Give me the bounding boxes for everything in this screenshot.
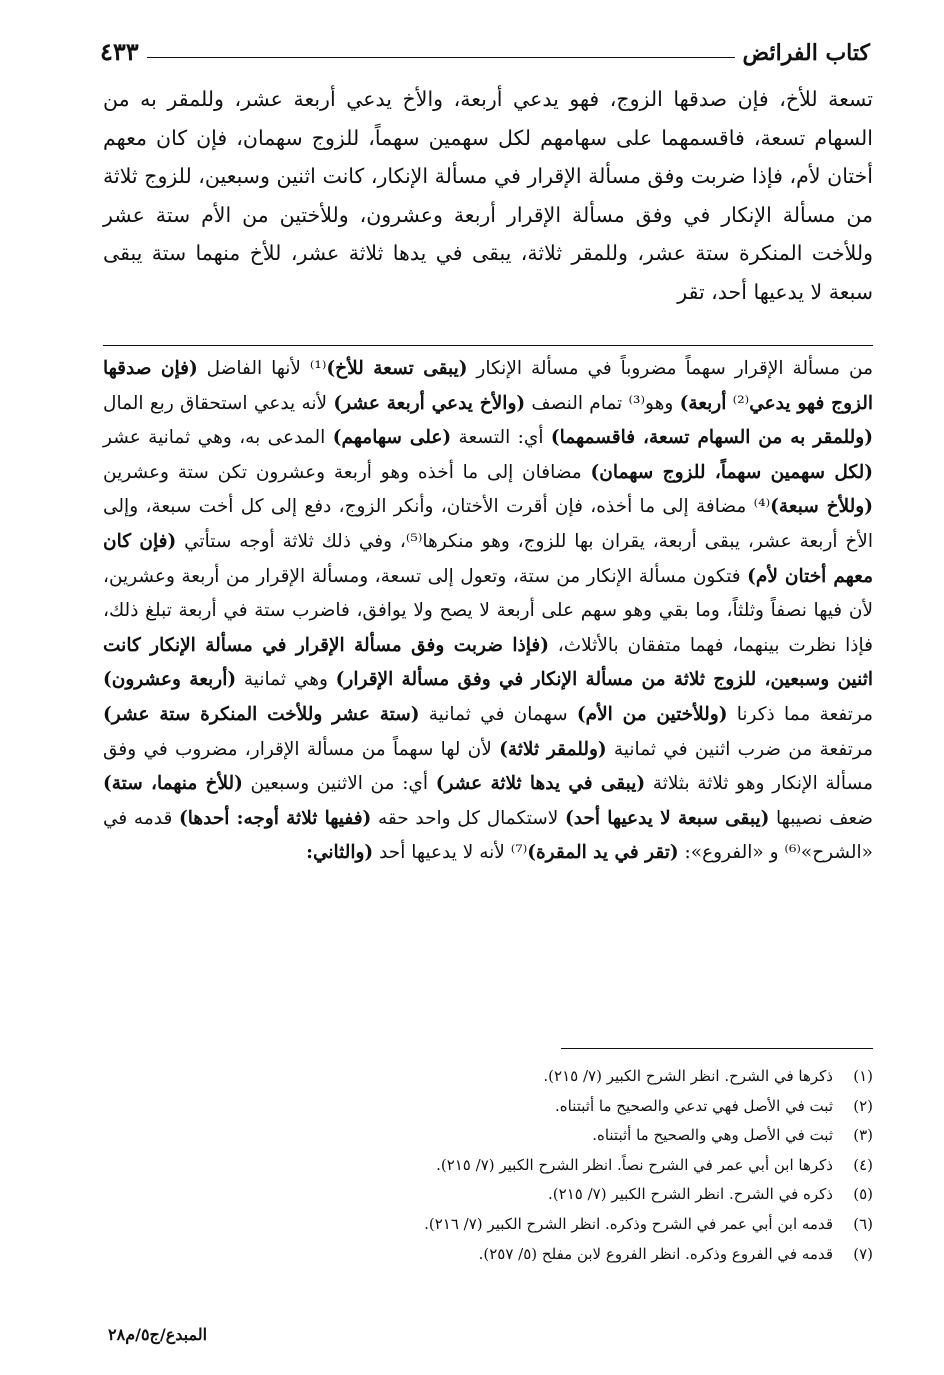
footnote-number: (٦) xyxy=(853,1214,873,1233)
quoted-base-text: (ستة عشر وللأخت المنكرة ستة عشر) xyxy=(103,703,420,725)
commentary-paragraph xyxy=(103,352,873,871)
footnote-item xyxy=(103,1151,873,1181)
header-rule xyxy=(147,57,735,58)
footnote-text: ذكره في الشرح. انظر الشرح الكبير (٧/ ٢١٥). xyxy=(548,1185,833,1204)
quoted-base-text: (تقر في يد المقرة) xyxy=(527,842,679,864)
commentary-run: ⁽⁷⁾ لأنه لا يدعيها أحد xyxy=(373,842,528,864)
commentary-run: فتكون مسألة الإنكار من ستة، وتعول إلى تسعة، ومسألة الإقرار من أربعة وعشرين، لأن فيها نصفاً وثلثاً، وما بقي وهو سهم على أربعة لا يصح ولا يوافق، فاضرب ستة في أربعة تبلغ ذلك، فإذا نظرت بينهما، فهما متفقان بالأثلاث، xyxy=(103,565,874,656)
text-commentary-divider xyxy=(103,345,873,346)
main-text xyxy=(103,80,873,311)
page-number: ٤٣٣ xyxy=(100,37,139,66)
quoted-base-text: (فإن صدقها الزوج فهو يدعي xyxy=(103,358,874,414)
quoted-base-text: (يبقى تسعة للأخ) xyxy=(326,358,468,379)
quoted-base-text: (للأخ منهما، ستة) xyxy=(103,773,243,795)
footnote-number: (٧) xyxy=(853,1244,873,1263)
commentary-run: مرتفعة من ضرب اثنين في ثمانية xyxy=(606,738,873,760)
commentary-text xyxy=(103,352,873,871)
footnote-number: (٥) xyxy=(853,1185,873,1204)
footnote-item xyxy=(103,1240,873,1270)
quoted-base-text: (لكل سهمين سهماً، للزوج سهمان) xyxy=(590,461,873,483)
footnote-text: قدمه ابن أبي عمر في الشرح وذكره. انظر الشرح الكبير (٧/ ٢١٦). xyxy=(424,1214,833,1233)
footnote-item xyxy=(103,1062,873,1092)
main-text-paragraph: تسعة للأخ، فإن صدقها الزوج، فهو يدعي أربعة، والأخ يدعي أربعة عشر، وللمقر به من السهام تسعة، فاقسمهما على سهامهم لكل سهمين سهماً، للزوج سهمان، فإن كان معهم أختان لأم، فإذا ضربت وفق مسألة الإقرار في مسألة الإنكار، كانت اثنين وسبعين، للزوج ثلاثة من مسألة الإنكار في وفق مسألة الإقرار أربعة وعشرون، وللأختين من الأم ستة عشر وللأخت المنكرة ستة عشر، وللمقر ثلاثة، يبقى في يدها ثلاثة عشر، للأخ منهما ستة يبقى سبعة لا يدعيها أحد، تقر xyxy=(103,87,873,304)
footnote-item xyxy=(103,1092,873,1122)
footnote-text: ذكرها في الشرح. انظر الشرح الكبير (٧/ ٢١٥). xyxy=(543,1067,833,1085)
commentary-run: سهمان في ثمانية xyxy=(419,703,577,725)
footnote-text: ذكرها ابن أبي عمر في الشرح نصاً. انظر الشرح الكبير (٧/ ٢١٥). xyxy=(436,1155,833,1174)
footnote-item xyxy=(103,1210,873,1240)
quoted-base-text: (أربعة وعشرون) xyxy=(103,669,237,691)
footnote-divider xyxy=(561,1048,873,1049)
commentary-run: لأن لها سهماً من مسألة الإقرار، مضروب في وفق مسألة الإنكار وهو ثلاثة بثلاثة xyxy=(103,738,873,795)
commentary-run: قدمه في «الشرح»⁽⁶⁾ و «الفروع»: xyxy=(103,807,873,864)
quoted-base-text: (وللمقر به من السهام تسعة، فاقسمهما) xyxy=(550,427,873,449)
quoted-base-text: (وللأختين من الأم) xyxy=(576,703,728,725)
commentary-run: أي: من الاثنين وسبعين xyxy=(242,773,436,795)
commentary-run: المدعى به، وهي ثمانية عشر xyxy=(103,427,333,449)
footnote-number: (٣) xyxy=(853,1126,873,1145)
footnote-text: قدمه في الفروع وذكره. انظر الفروع لابن مفلح (٥/ ٢٥٧). xyxy=(478,1244,833,1263)
quoted-base-text: (والأخ يدعي أربعة عشر) xyxy=(333,392,526,414)
quoted-base-text: (والثاني: xyxy=(306,842,374,864)
footnote-number: (١) xyxy=(853,1067,873,1085)
quoted-base-text: (يبقى سبعة لا يدعيها أحد) xyxy=(565,807,770,829)
printer-signature: المبدع/ج٥/م٢٨ xyxy=(108,1325,208,1344)
footnote-item xyxy=(103,1121,873,1151)
quoted-base-text: (فإذا ضربت وفق مسألة الإقرار في مسألة الإنكار كانت اثنين وسبعين، للزوج ثلاثة من مسألة الإنكار في وفق مسألة الإقرار) xyxy=(103,634,873,691)
footnote-text: ثبت في الأصل فهي تدعي والصحيح ما أثبتناه. xyxy=(555,1096,833,1115)
commentary-run: لاستكمال كل واحد حقه xyxy=(371,807,566,829)
quoted-base-text: (وللمقر ثلاثة) xyxy=(499,738,607,760)
quoted-base-text: (يبقى في يدها ثلاثة عشر) xyxy=(435,773,646,795)
commentary-run: وهي ثمانية xyxy=(236,669,336,691)
commentary-run: أي: التسعة xyxy=(451,427,551,449)
commentary-run: ضعف نصيبها xyxy=(769,807,873,829)
running-header xyxy=(100,26,870,66)
footnote-item xyxy=(103,1180,873,1210)
footnotes xyxy=(103,1062,873,1269)
commentary-run: مضافان إلى ما أخذه وهو أربعة وعشرون تكن ستة وعشرين xyxy=(103,461,591,483)
quoted-base-text: (فإن كان معهم أختان لأم) xyxy=(103,530,873,587)
commentary-run: وهو⁽³⁾ تمام النصف xyxy=(525,392,680,414)
quoted-base-text: (ففيها ثلاثة أوجه: أحدها) xyxy=(178,807,372,829)
quoted-base-text: (على سهامهم) xyxy=(332,427,452,449)
commentary-run: لأنه يدعي استحقاق ربع المال xyxy=(103,392,334,414)
footnote-text: ثبت في الأصل وهي والصحيح ما أثبتناه. xyxy=(592,1126,833,1145)
book-section-title: كتاب الفرائض xyxy=(742,40,870,66)
commentary-run: ⁽¹⁾ لأنها الفاضل xyxy=(197,358,327,379)
footnote-number: (٢) xyxy=(853,1096,873,1115)
commentary-run: من مسألة الإقرار سهماً مضروباً في مسألة الإنكار xyxy=(467,358,873,379)
commentary-run: ⁽²⁾ xyxy=(726,392,750,414)
commentary-run: مرتفعة مما ذكرنا xyxy=(727,703,873,725)
commentary-run: ⁽⁴⁾ مضافة إلى ما أخذه، فإن أقرت الأختان، وأنكر الزوج، دفع إلى كل أخت سبعة، وإلى الأخ أربعة عشر، يبقى أربعة، يقران بها للزوج، وهو منكرها⁽⁵⁾، وفي ذلك ثلاثة أوجه ستأتي xyxy=(103,496,873,552)
quoted-base-text: (وللأخ سبعة) xyxy=(770,496,873,518)
footnote-number: (٤) xyxy=(853,1155,873,1174)
quoted-base-text: أربعة) xyxy=(679,392,727,414)
